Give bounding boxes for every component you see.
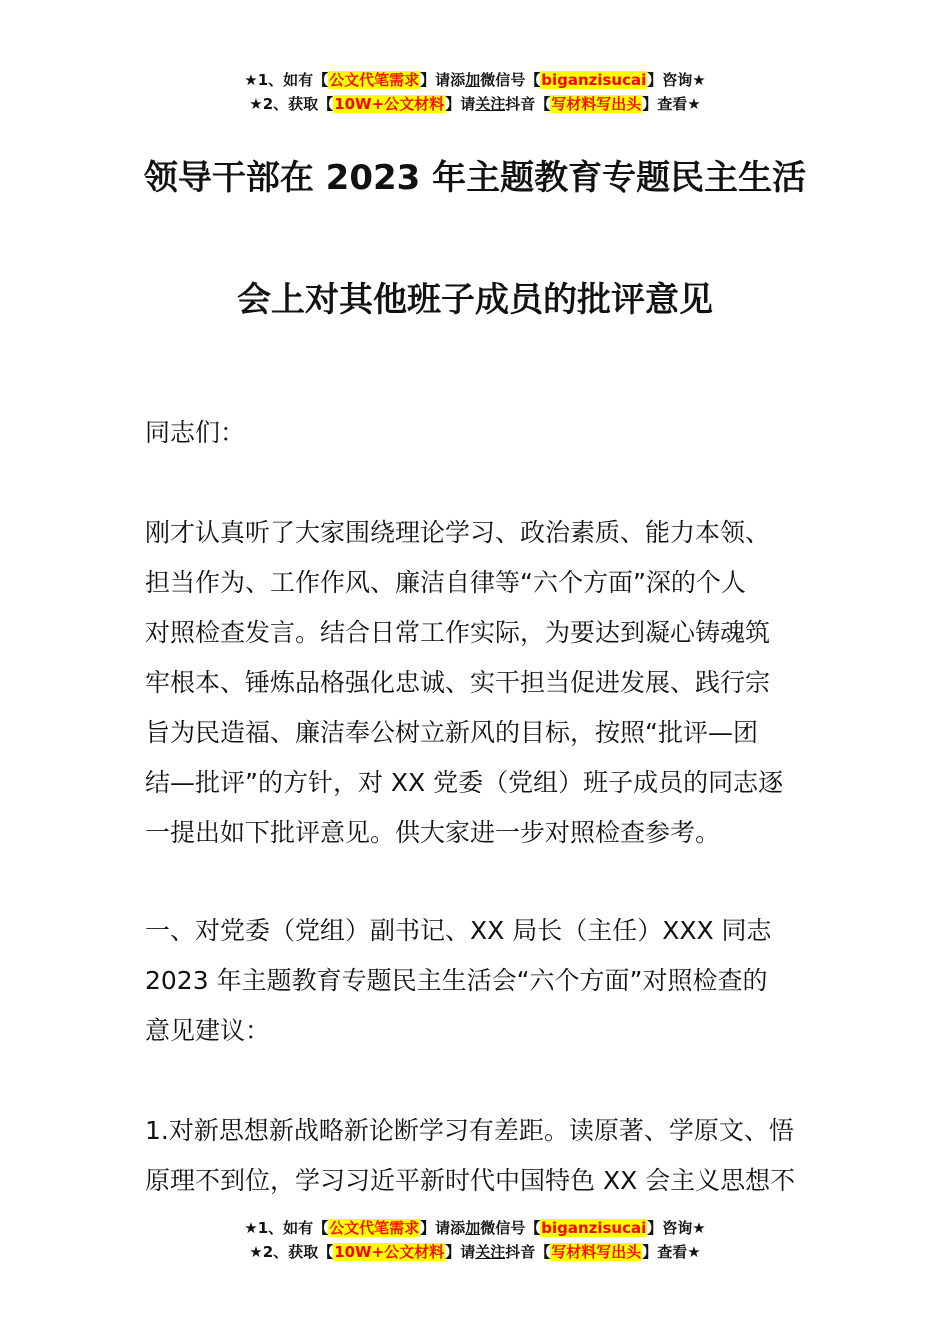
document-title-line-2: 会上对其他班子成员的批评意见 [237,280,713,320]
list-item-1 [145,1106,810,1206]
document-title-line-1: 领导干部在 2023 年主题教育专题民主生活 [143,158,807,198]
banner-highlight: 写材料写出头 [551,95,642,113]
banner-line-2 [0,92,950,116]
banner-text: ★1、如有【 [244,71,329,89]
bottom-banner [0,1216,950,1264]
heading-line: 一、对党委（党组）副书记、XX 局长（主任）XXX 同志 [145,916,772,945]
banner-text: 微信号【 [480,1219,541,1237]
banner-line-1 [0,1216,950,1240]
banner-emphasis: 加 [465,71,481,89]
heading-line: 意见建议： [145,1016,271,1045]
banner-text: ★2、获取【 [249,1243,334,1261]
banner-highlight: biganzisucai [541,1219,647,1237]
banner-line-2 [0,1240,950,1264]
paragraph-line: 牢根本、锤炼品格强化忠诚、实干担当促进发展、践行宗 [145,668,771,697]
paragraph-line: 担当作为、工作作风、廉洁自律等“六个方面”深的个人 [145,568,746,597]
salutation-text: 同志们： [145,418,246,447]
banner-text: 】咨询★ [647,71,706,89]
banner-text: ★2、获取【 [249,95,334,113]
banner-emphasis: 关注 [475,1243,506,1261]
banner-text: 】请 [445,95,476,113]
banner-text: 】咨询★ [647,1219,706,1237]
salutation [145,408,810,458]
top-banner [0,68,950,116]
banner-text: 】请添 [420,71,466,89]
item-line: 原理不到位，学习习近平新时代中国特色 XX 会主义思想不 [145,1166,796,1195]
heading-line: 2023 年主题教育专题民主生活会“六个方面”对照检查的 [145,966,768,995]
banner-text: 】查看★ [642,95,701,113]
banner-highlight: biganzisucai [541,71,647,89]
banner-highlight: 写材料写出头 [551,1243,642,1261]
banner-line-1 [0,68,950,92]
paragraph-line: 结—批评”的方针，对 XX 党委（党组）班子成员的同志逐 [145,768,784,797]
paragraph-intro [145,508,810,858]
banner-text: 抖音【 [505,95,551,113]
banner-text: 微信号【 [480,71,541,89]
paragraph-line: 刚才认真听了大家围绕理论学习、政治素质、能力本领、 [145,518,771,547]
banner-text: 】请 [445,1243,476,1261]
banner-text: 】请添 [420,1219,466,1237]
banner-emphasis: 关注 [475,95,506,113]
banner-text: ★1、如有【 [244,1219,329,1237]
banner-highlight: 10W+公文材料 [334,95,445,113]
item-line: 1.对新思想新战略新论断学习有差距。读原著、学原文、悟 [145,1116,794,1145]
banner-highlight: 公文代笔需求 [329,71,420,89]
banner-text: 】查看★ [642,1243,701,1261]
banner-emphasis: 加 [465,1219,481,1237]
section-heading-1 [145,906,810,1056]
paragraph-line: 一提出如下批评意见。供大家进一步对照检查参考。 [145,818,721,847]
paragraph-line: 旨为民造福、廉洁奉公树立新风的目标，按照“批评—团 [145,718,758,747]
banner-highlight: 10W+公文材料 [334,1243,445,1261]
paragraph-line: 对照检查发言。结合日常工作实际，为要达到凝心铸魂筑 [145,618,771,647]
banner-text: 抖音【 [505,1243,551,1261]
banner-highlight: 公文代笔需求 [329,1219,420,1237]
